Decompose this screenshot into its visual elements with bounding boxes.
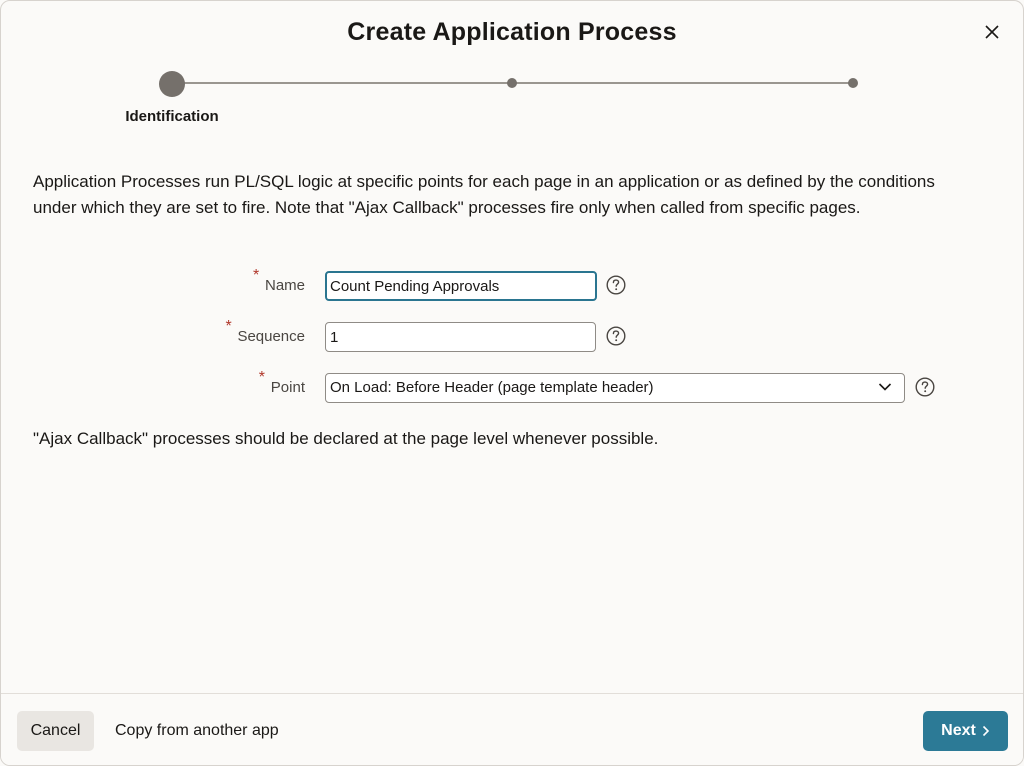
- next-button[interactable]: [923, 711, 1008, 751]
- name-label: [252, 267, 305, 294]
- close-button[interactable]: [979, 19, 1005, 45]
- help-icon[interactable]: [915, 377, 935, 397]
- point-selected-value: On Load: Before Header (page template header): [330, 379, 654, 396]
- ajax-callback-note: "Ajax Callback" processes should be declared at the page level whenever possible.: [33, 429, 659, 448]
- sequence-input[interactable]: [325, 322, 596, 352]
- point-select[interactable]: [325, 373, 905, 403]
- required-marker: *: [258, 369, 266, 386]
- name-input[interactable]: [325, 271, 597, 301]
- close-icon: [985, 25, 999, 39]
- copy-from-another-app-button[interactable]: Copy from another app: [105, 711, 289, 751]
- point-label: [258, 369, 305, 396]
- help-icon[interactable]: [606, 326, 626, 346]
- dialog-title: Create Application Process: [347, 18, 677, 46]
- wizard-step-1-current: [159, 71, 185, 97]
- chevron-right-icon: [982, 725, 990, 737]
- name-label-text: Name: [264, 277, 305, 294]
- form-row-name: [1, 267, 1023, 303]
- wizard-step-2: [507, 78, 517, 88]
- description-text: Application Processes run PL/SQL logic at specific points for each page in an application or as defined by the conditions under which they are set to fire. Note that "Ajax Callback" processes fire only when called from specific pages.: [33, 172, 935, 217]
- cancel-button[interactable]: Cancel: [17, 711, 94, 751]
- form-row-point: [1, 369, 1023, 405]
- sequence-label: [225, 318, 305, 345]
- sequence-label-text: Sequence: [237, 328, 305, 345]
- required-marker: *: [225, 318, 232, 335]
- chevron-down-icon: [878, 382, 892, 392]
- form-row-sequence: [1, 318, 1023, 354]
- help-icon[interactable]: [606, 275, 626, 295]
- required-marker: *: [252, 267, 260, 284]
- wizard-step-3: [848, 78, 858, 88]
- dialog-footer: [1, 693, 1023, 766]
- wizard-step-label: Identification: [125, 108, 219, 125]
- next-button-label: Next: [941, 722, 976, 739]
- point-label-text: Point: [270, 379, 305, 396]
